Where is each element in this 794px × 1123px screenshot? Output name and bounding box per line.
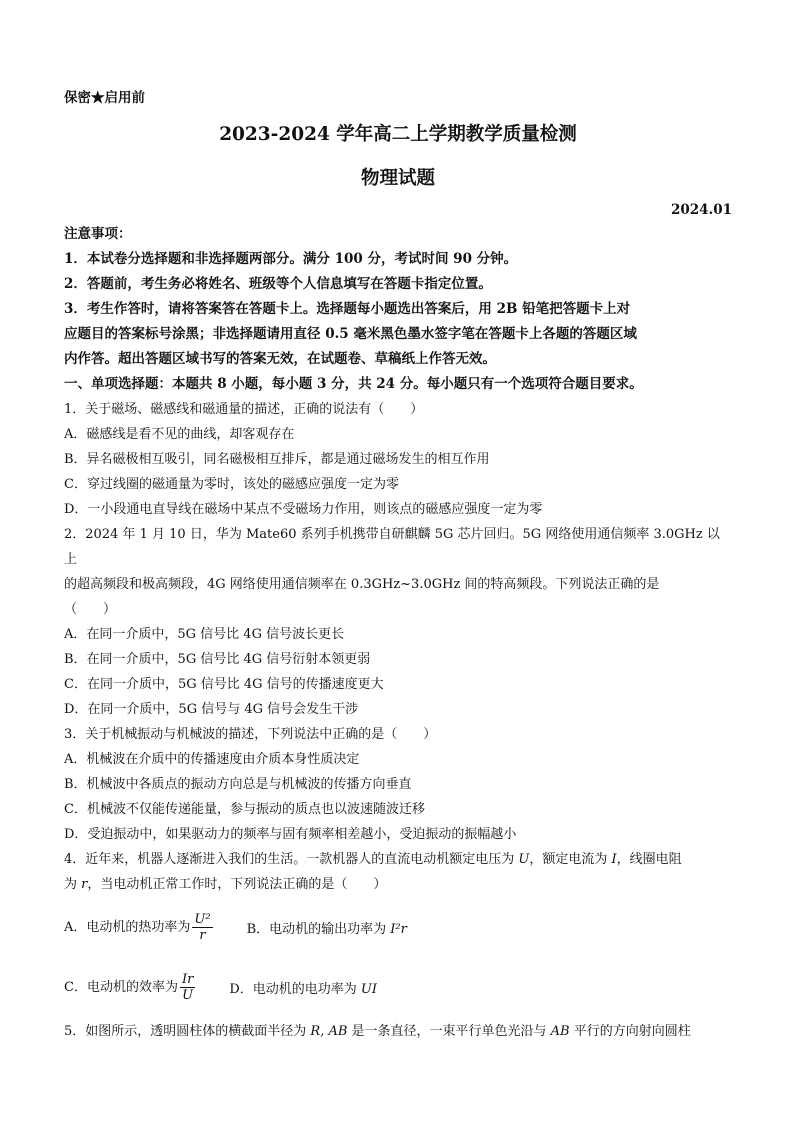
question-stem-line: 2．2024 年 1 月 10 日，华为 Mate60 系列手机携带自研麒麟 5G 芯片回归。5G 网络使用通信频率 3.0GHz 以上 [64,527,720,567]
exam-page [64,86,732,1044]
option-d: D．受迫振动中，如果驱动力的频率与固有频率相差越小，受迫振动的振幅越小 [64,827,517,842]
option-a: A．机械波在介质中的传播速度由介质本身性质决定 [64,752,360,767]
options-row-ab [64,905,732,949]
stem-text: 4．近年来，机器人逐渐进入我们的生活。一款机器人的直流电动机额定电压为 [64,852,519,867]
stem-text: 5．如图所示，透明圆柱体的横截面半径为 [64,1024,311,1039]
note-line: 1．本试卷分选择题和非选择题两部分。满分 100 分，考试时间 90 分钟。 [64,251,518,267]
fraction [180,972,195,1003]
stem-text: ，额定电流为 [529,852,612,867]
fraction-numerator: U² [194,911,211,927]
stem-text: ，线圈电阻 [616,852,682,867]
stem-text: 平行的方向射向圆柱 [569,1024,691,1039]
option-b [247,918,407,937]
option-b: B．在同一介质中，5G 信号比 4G 信号衍射本领更弱 [64,652,371,667]
question-4 [64,847,732,1009]
note-line: 内作答。超出答题区域书写的答案无效，在试题卷、草稿纸上作答无效。 [64,351,496,367]
options-row-cd [64,965,732,1009]
fraction-denominator: U [182,987,194,1003]
var-r: r [81,877,88,892]
question-3 [64,722,732,847]
option-c: C．穿过线圈的磁通量为零时，该处的磁感应强度一定为零 [64,477,399,492]
question-stem: 1．关于磁场、磁感线和磁通量的描述，正确的说法有（ ） [64,402,424,417]
section-heading: 一、单项选择题：本题共 8 小题，每小题 3 分，共 24 分。每小题只有一个选项符合题目要求。 [64,376,643,392]
stem-text: 是一条直径，一束平行单色光沿与 [347,1024,551,1039]
option-text: A．电动机的热功率为 [64,919,191,935]
var-r-ab: R, AB [310,1024,348,1039]
note-line: 3．考生作答时，请将答案答在答题卡上。选择题每小题选出答案后，用 2B 铅笔把答题卡上对 [64,301,631,317]
question-5 [64,1019,732,1044]
var-i: I [611,852,617,867]
question-1 [64,397,732,522]
question-stem-line: 的超高频段和极高频段，4G 网络使用通信频率在 0.3GHz~3.0GHz 间的特高频段。下列说法正确的是 [64,577,660,592]
option-d: D．在同一介质中，5G 信号与 4G 信号会发生干涉 [64,702,359,717]
fraction [192,912,212,943]
exam-subtitle: 物理试题 [360,168,435,189]
option-b: B．机械波中各质点的振动方向总是与机械波的传播方向垂直 [64,777,412,792]
formula: I²r [390,921,407,937]
question-stem-line [64,847,732,872]
notes-heading: 注意事项： [64,226,132,242]
option-c: C．机械波不仅能传递能量，参与振动的质点也以波速随波迁移 [64,802,425,817]
option-c: C．在同一介质中，5G 信号比 4G 信号的传播速度更大 [64,677,384,692]
formula: UI [360,981,377,997]
question-stem: 3．关于机械振动与机械波的描述，下列说法中正确的是（ ） [64,727,437,742]
option-a: A．磁感线是看不见的曲线，却客观存在 [64,427,295,442]
option-a [64,912,215,943]
fraction-numerator: Ir [181,971,194,987]
option-d: D．一小段通电直导线在磁场中某点不受磁场力作用，则该点的磁感应强度一定为零 [64,502,543,517]
option-text: B．电动机的输出功率为 [246,921,391,937]
var-u: U [518,852,530,867]
question-stem-line: （ ） [64,602,117,617]
exam-title: 2023-2024 学年高二上学期教学质量检测 [219,124,577,145]
option-d [229,978,377,997]
option-text: C．电动机的效率为 [64,979,178,995]
option-text: D．电动机的电功率为 [229,981,361,997]
confidential-label: 保密★启用前 [64,90,145,106]
var-ab: AB [550,1024,570,1039]
stem-text: 为 [64,877,82,892]
question-stem-line [64,872,732,897]
note-line: 2．答题前，考生务必将姓名、班级等个人信息填写在答题卡指定位置。 [64,276,492,292]
option-a: A．在同一介质中，5G 信号比 4G 信号波长更长 [64,627,345,642]
stem-text: ，当电动机正常工作时，下列说法正确的是（ ） [87,877,387,892]
question-2 [64,522,732,722]
question-stem-line [64,1019,732,1044]
option-c [64,972,197,1003]
option-b: B．异名磁极相互吸引，同名磁极相互排斥，都是通过磁场发生的相互作用 [64,452,490,467]
note-line: 应题目的答案标号涂黑；非选择题请用直径 0.5 毫米黑色墨水签字笔在答题卡上各题的答题区域 [64,326,637,342]
exam-date: 2024.01 [670,202,732,218]
fraction-denominator: r [199,927,206,943]
